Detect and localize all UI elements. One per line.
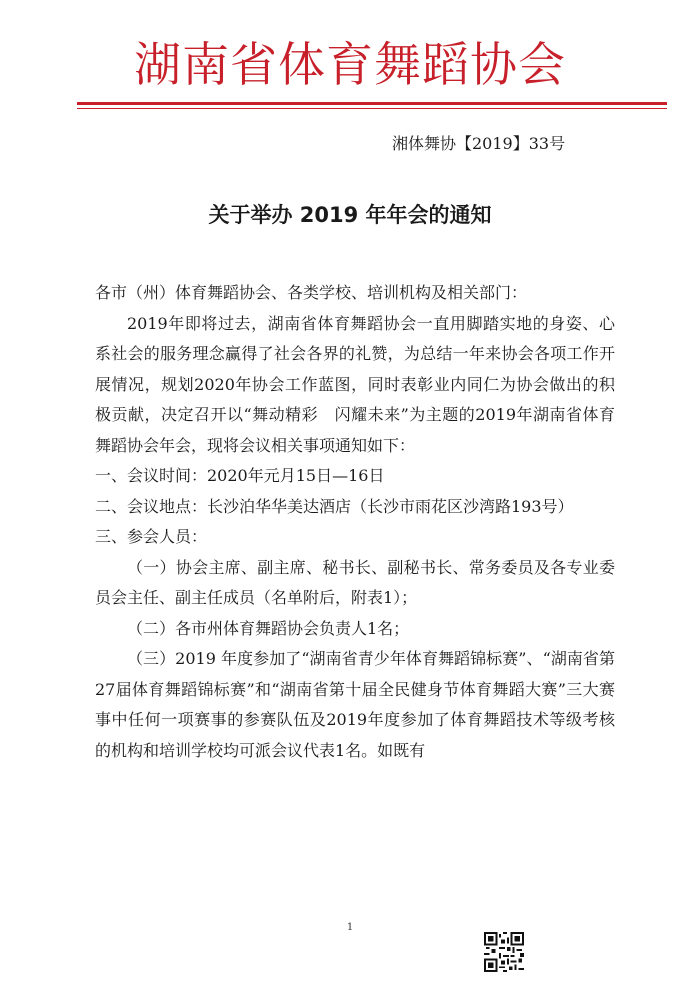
item-meeting-time: 一、会议时间：2020年元月15日—16日 [95,466,385,485]
letterhead-rule-thick [77,102,667,105]
item-attendees-heading: 三、参会人员： [95,527,208,546]
attendee-item-1: （一）协会主席、副主席、秘书长、副秘书长、常务委员及各专业委员会主任、副主任成员（名单附后，附表1）； [95,557,615,607]
document-number: 湘体舞协【2019】33号 [392,134,566,153]
item-meeting-place: 二、会议地点：长沙泊华华美达酒店（长沙市雨花区沙湾路193号） [95,496,574,516]
notice-body [95,278,615,766]
page-number: 1 [346,922,354,933]
qr-code-icon [484,932,524,972]
attendee-item-3: （三）2019 年度参加了“湖南省青少年体育舞蹈锦标赛”、“湖南省第27届体育舞蹈锦标赛”和“湖南省第十届全民健身节体育舞蹈大赛”三大赛事中任何一项赛事的参赛队伍及2019年度参加了体育舞蹈技术等级考核的机构和培训学校均可派会议代表1名。如既有 [95,649,615,760]
letterhead-rule-thin [77,108,667,109]
letterhead-title: 湖南省体育舞蹈协会 [134,38,566,93]
paragraph-intro: 2019年即将过去，湖南省体育舞蹈协会一直用脚踏实地的身姿、心系社会的服务理念赢得了社会各界的礼赞，为总结一年来协会各项工作开展情况，规划2020年协会工作蓝图，同时表彰业内同仁为协会做出的积极贡献，决定召开以“舞动精彩 闪耀未来”为主题的2019年湖南省体育舞蹈协会年会，现将会议相关事项通知如下： [95,313,615,455]
attendee-item-2: （二）各市州体育舞蹈协会负责人1名； [127,618,410,638]
salutation: 各市（州）体育舞蹈协会、各类学校、培训机构及相关部门： [95,283,528,302]
notice-title: 关于举办 2019 年年会的通知 [208,203,492,227]
